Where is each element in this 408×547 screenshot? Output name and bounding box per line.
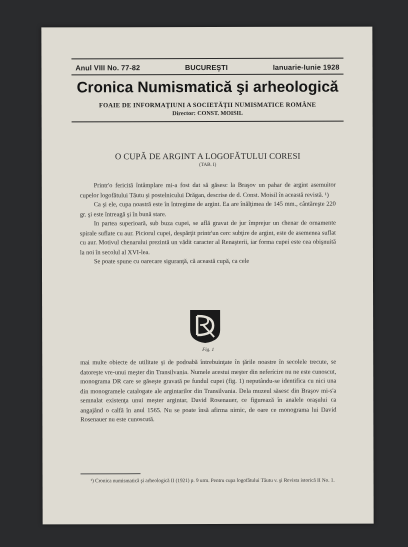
- director-name: CONST. MOISIL: [197, 110, 243, 118]
- paragraph: Ca şi ele, cupa noastră este în întregime de argint. Ea are înălţimea de 145 mm., cântăreşte 220 gr. şi este întreagă şi în bună stare.: [79, 200, 336, 218]
- paragraph: In partea superioară, sub buza cupei, se află gravat de jur împrejur un chenar de ornamente spirale suflate cu aur. Piciorul cupei, despărţit printr'un cerc subţire de argint, este de asemenea suflat cu aur. Motivul chenarului prezintă un vădit caracter al Renaşterii, iar forma cupei este cea obişnuită la noi în secolul al XVI-lea.: [79, 219, 336, 257]
- paragraph: Printr'o fericită întâmplare mi-a fost dat să găsesc la Braşov un pahar de argint asemuitor cupelor logofătului Tăutu şi postelnicului Drăgan, descrise de d. Const. Moisil în această revistă. ¹): [79, 181, 336, 199]
- journal-title: Cronica Numismatică şi arheologică: [76, 78, 339, 97]
- issue-line: [75, 63, 339, 73]
- paragraph: mai multe obiecte de utilitate şi de podoabă întrebuinţate în ţările noastre în secolele trecute, se datoreşte vre-unui meşter din Transilvania. Numele acestui meşter din neferícire nu ne este cunoscut, monograma DR care se găseşte gravată pe fundul cupei (fig. 1) neputându-se identifica cu nici una din monogramele catalogate ale argintarilor din Transilvania. Dela muzeul săsesc din Braşov mi-s'a semnalat existenţa unui meşter argintar, David Rosenauer, ce figurează în analele oraşului ca angajând o calfă în anul 1565. Nu se poate însă afirma nimic, de oare ce monograma lui David Rosenauer nu este cunoscută.: [80, 358, 337, 424]
- article-title: O CUPĂ DE ARGINT A LOGOFĂTULUI CORESI: [114, 150, 301, 162]
- journal-director: [72, 111, 344, 118]
- issue-number: Anul VIII No. 77-82: [75, 63, 141, 73]
- footnote-rule: [81, 473, 141, 474]
- header-top-rule: [71, 58, 343, 60]
- director-label: Director:: [172, 111, 196, 118]
- issue-date: Ianuarie-Iunie 1928: [272, 62, 340, 72]
- header-bottom-rule: [72, 121, 344, 123]
- footnote: [81, 478, 337, 486]
- header-middle-rule: [71, 74, 343, 76]
- document-page: [41, 27, 373, 525]
- dr-monogram-image: [188, 308, 222, 344]
- footnote-text: ¹) Cronica numismatică şi arheologică II (1921) p. 9 urm. Pentru cupa logofătului Tăutu v. şi Revista istorică II No. 1.: [90, 477, 335, 485]
- paragraph: Se poate spune cu oarecare siguranţă, că această cupă, ca cele: [93, 258, 250, 266]
- issue-city: BUCUREŞTI: [185, 62, 228, 73]
- journal-subtitle: FOAIE DE INFORMAŢIUNI A SOCIETĂŢII NUMISMATICE ROMÂNE: [98, 101, 317, 110]
- article-tab-ref: (TAB. I): [199, 162, 217, 169]
- article-body-bottom: [80, 358, 336, 425]
- article-body-top: [80, 181, 336, 268]
- figure-caption: Fig. 1: [202, 347, 215, 354]
